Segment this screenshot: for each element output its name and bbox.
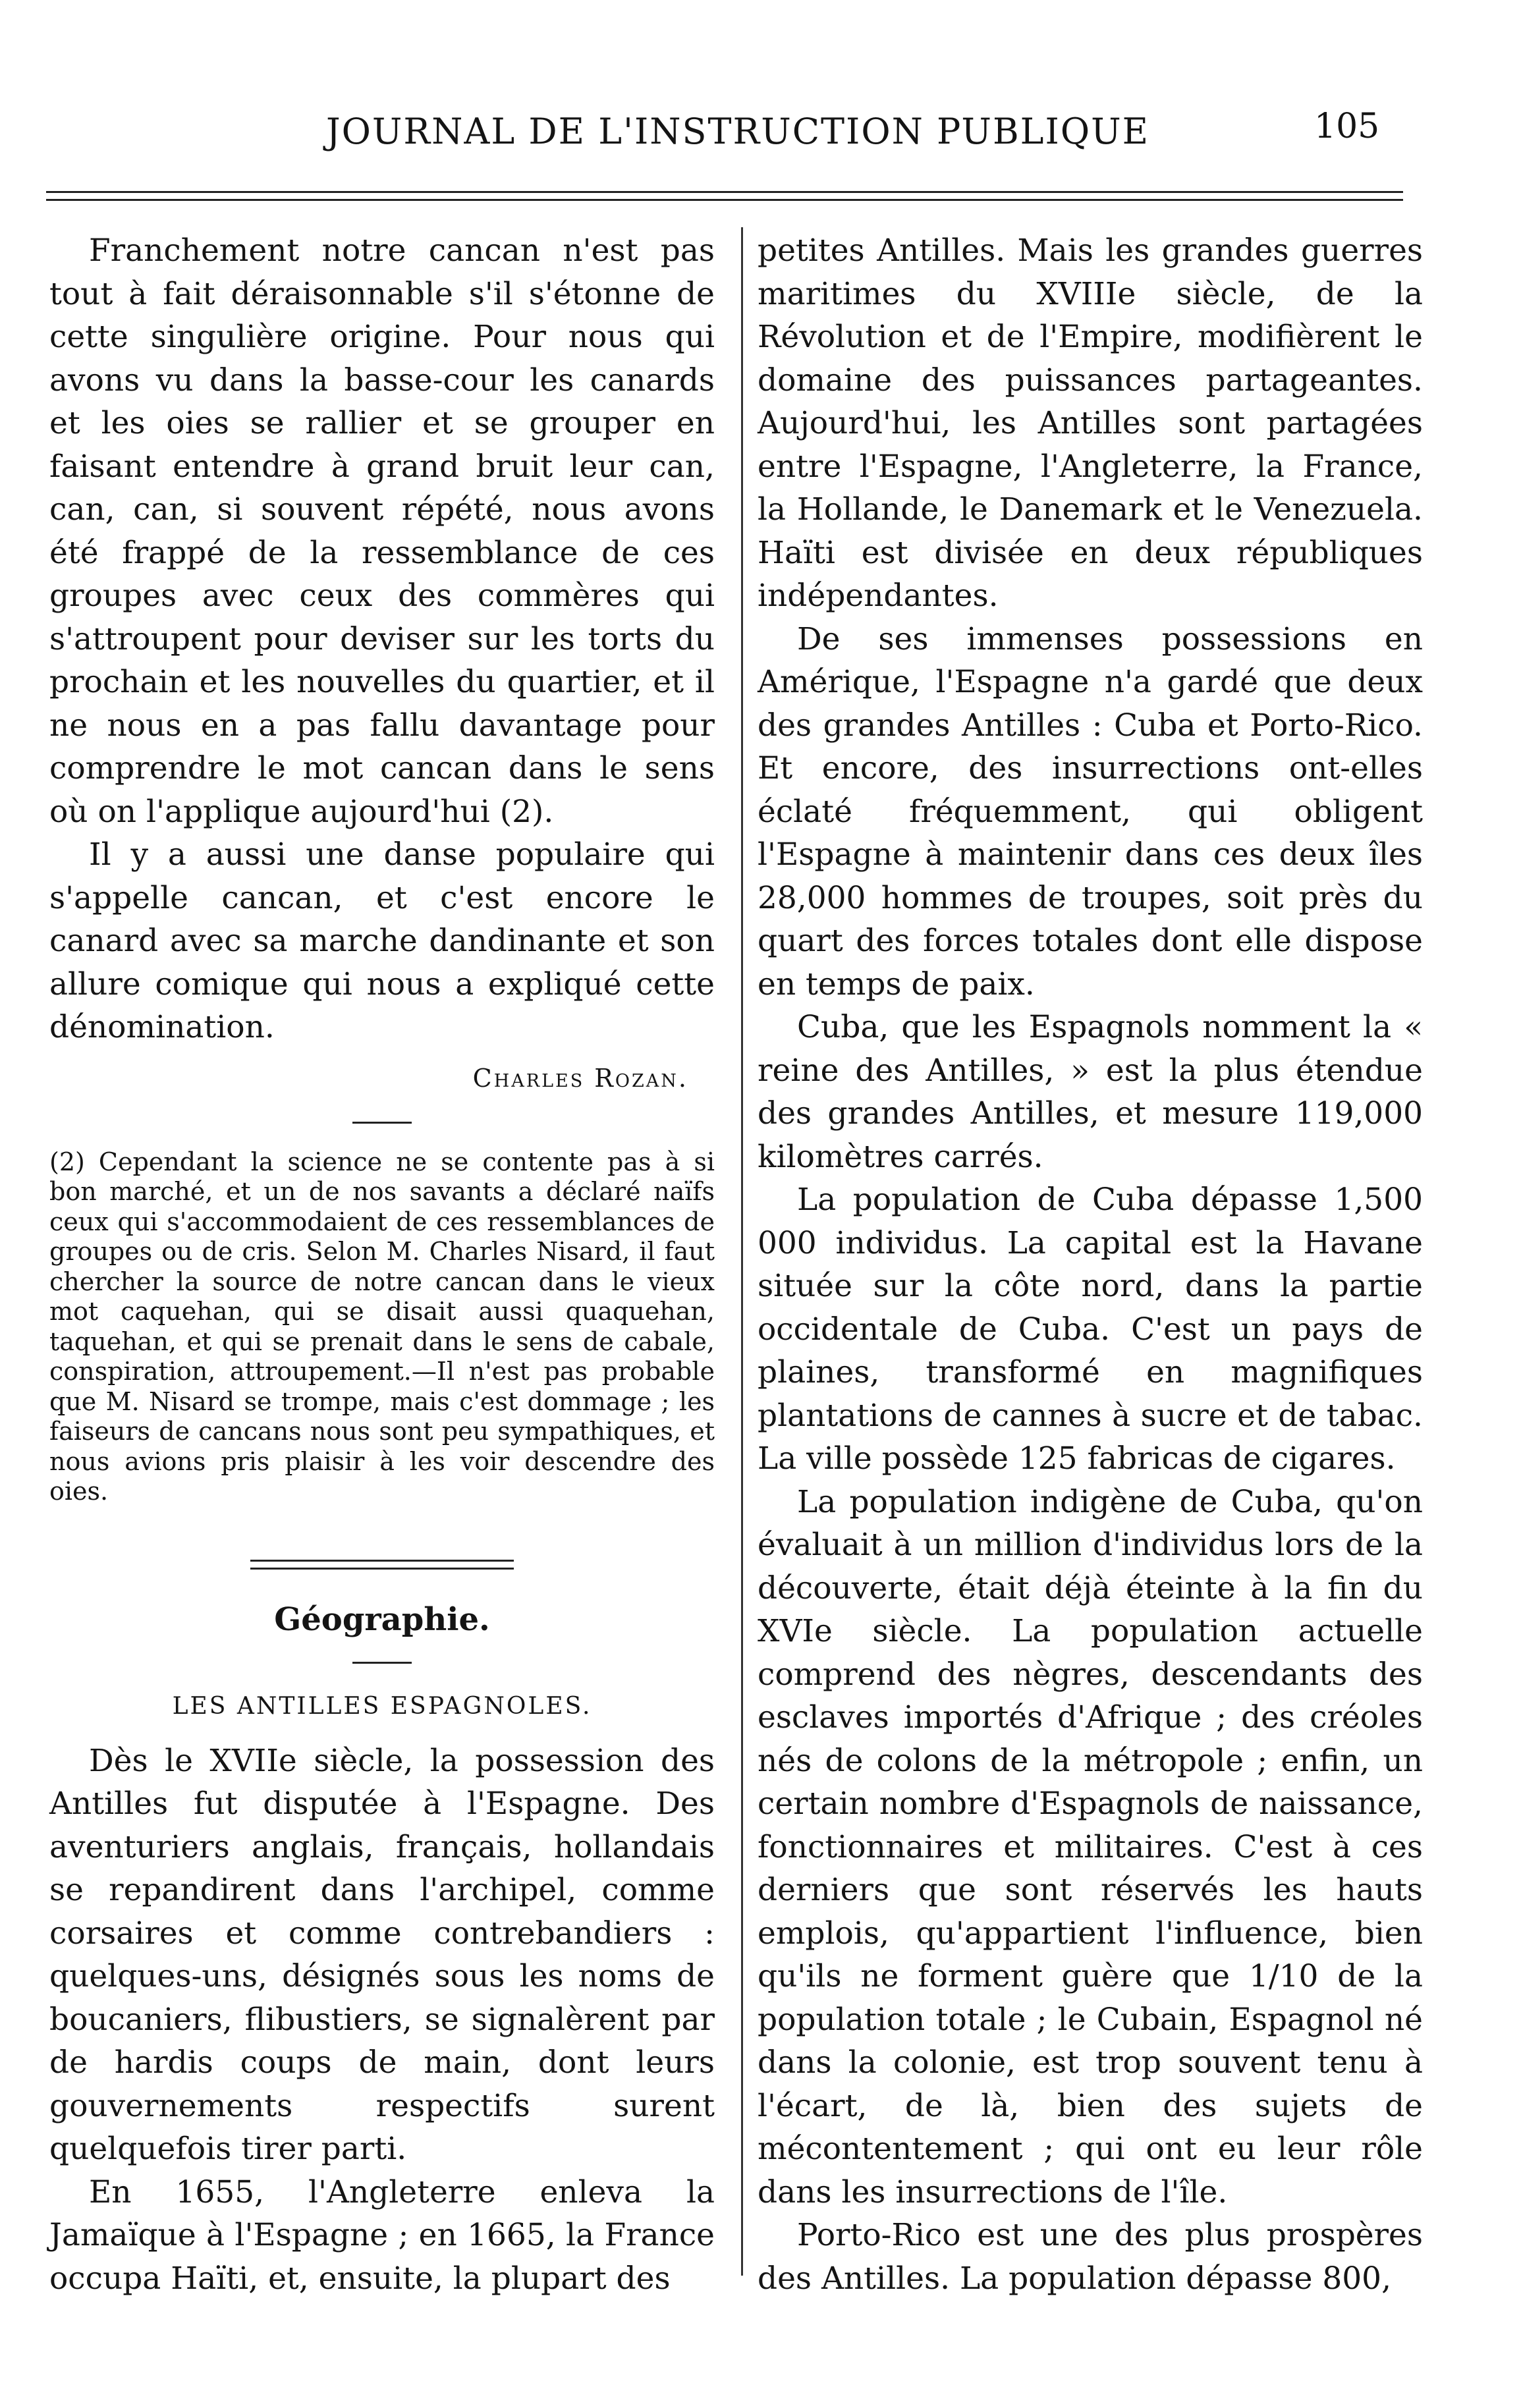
column-divider xyxy=(741,227,743,2276)
running-title: JOURNAL DE L'INSTRUCTION PUBLIQUE xyxy=(326,111,1150,152)
paragraph-spanish-possessions: De ses immenses possessions en Amérique, l'Espagne n'a gardé que deux des grandes Antilles : Cuba et Porto-Rico. Et encore, des insurrections ont-elles éclaté fréquemment, qui obligent l'Espagne à maintenir dans ces deux îles 28,000 hommes de troupes, soit près du quart des forces totales dont elle dispose en temps de paix. xyxy=(758,620,1423,1002)
paragraph-petites-antilles: petites Antilles. Mais les grandes guerres maritimes du XVIIIe siècle, de la Révolution et de l'Empire, modifièrent le domaine des puissances partageantes. Aujourd'hui, les Antilles sont partagées entre l'Espagne, l'Angleterre, la France, la Hollande, le Danemark et le Venezuela. Haïti est divisée en deux républiques indépendantes. xyxy=(758,233,1423,614)
paragraph-porto-rico: Porto-Rico est une des plus prospères des Antilles. La population dépasse 800, xyxy=(758,2217,1423,2297)
header-rule xyxy=(46,191,1403,207)
paragraph-antilles-history: Dès le XVIIe siècle, la possession des Antilles fut disputée à l'Espagne. Des aventuriers anglais, français, hollandais se repandirent dans l'archipel, comme corsaires et comme contrebandiers : quelques-uns, désignés sous les noms de boucaniers, flibustiers, se signalèrent par de hardis coups de main, dont leurs gouvernements respectifs surent quelquefois tirer parti. xyxy=(49,1742,715,2167)
paragraph-cuba-population: La population de Cuba dépasse 1,500 000 individus. La capital est la Havane située sur la côte nord, dans la partie occidentale de Cuba. C'est un pays de plaines, transformé en magnifiques plantations de cannes à sucre et de tabac. La ville possède 125 fabricas de cigares. xyxy=(758,1182,1423,1477)
right-column xyxy=(758,229,1423,2300)
paragraph-cuba-extent: Cuba, que les Espagnols nomment la « reine des Antilles, » est la plus étendue des grandes Antilles, et mesure 119,000 kilomètres carrés. xyxy=(758,1009,1423,1175)
left-column xyxy=(49,229,715,2300)
footnote-2: (2) Cependant la science ne se contente pas à si bon marché, et un de nos savants a déclaré naïfs ceux qui s'accommodaient de ces ressemblances de groupes ou de cris. Selon M. Charles Nisard, il faut chercher la source de notre cancan dans le vieux mot caquehan, qui se disait aussi quaquehan, taquehan, et qui se prenait dans le sens de cabale, conspiration, attroupement.—Il n'est pas probable que M. Nisard se trompe, mais c'est dommage ; les faiseurs de cancans nous sont peu sympathiques, et nous avions pris plaisir à les voir descendre des oies. xyxy=(49,1147,715,1506)
short-rule xyxy=(352,1662,412,1664)
short-rule xyxy=(352,1122,412,1124)
author-signature: Charles Rozan. xyxy=(472,1063,688,1093)
paragraph-england-france: En 1655, l'Angleterre enleva la Jamaïque à l'Espagne ; en 1665, la France occupa Haïti, et, ensuite, la plupart des xyxy=(49,2174,715,2297)
paragraph-cancan-origin: Franchement notre cancan n'est pas tout à fait déraisonnable s'il s'étonne de cette singulière origine. Pour nous qui avons vu dans la basse-cour les canards et les oies se rallier et se grouper en faisant entendre à grand bruit leur can, can, can, si souvent répété, nous avons été frappé de la ressemblance de ces groupes avec ceux des commères qui s'attroupent pour deviser sur les torts du prochain et les nouvelles du quartier, et il ne nous en a pas fallu davantage pour comprendre le mot cancan dans le sens où on l'applique aujourd'hui (2). xyxy=(49,233,715,830)
section-title: Géographie. xyxy=(274,1601,490,1638)
paragraph-cuba-indigenous: La population indigène de Cuba, qu'on évaluait à un million d'individus lors de la découverte, était déjà éteinte à la fin du XVIe siècle. La population actuelle comprend des nègres, descendants des esclaves importés d'Afrique ; des créoles nés de colons de la métropole ; enfin, un certain nombre d'Espagnols de naissance, fonctionnaires et militaires. C'est à ces derniers que sont réservés les hauts emplois, qu'appartient l'influence, bien qu'ils ne forment guère que 1/10 de la population totale ; le Cubain, Espagnol né dans la colonie, est trop souvent tenu à l'écart, de là, bien des sujets de mécontentement ; qui ont eu leur rôle dans les insurrections de l'île. xyxy=(758,1483,1423,2210)
subsection-title: LES ANTILLES ESPAGNOLES. xyxy=(172,1692,592,1720)
paragraph-cancan-dance: Il y a aussi une danse populaire qui s'appelle cancan, et c'est encore le canard avec sa marche dandinante et son allure comique qui nous a expliqué cette dénomination. xyxy=(49,836,715,1045)
page-number: 105 xyxy=(1314,107,1380,146)
section-double-rule xyxy=(250,1560,514,1570)
